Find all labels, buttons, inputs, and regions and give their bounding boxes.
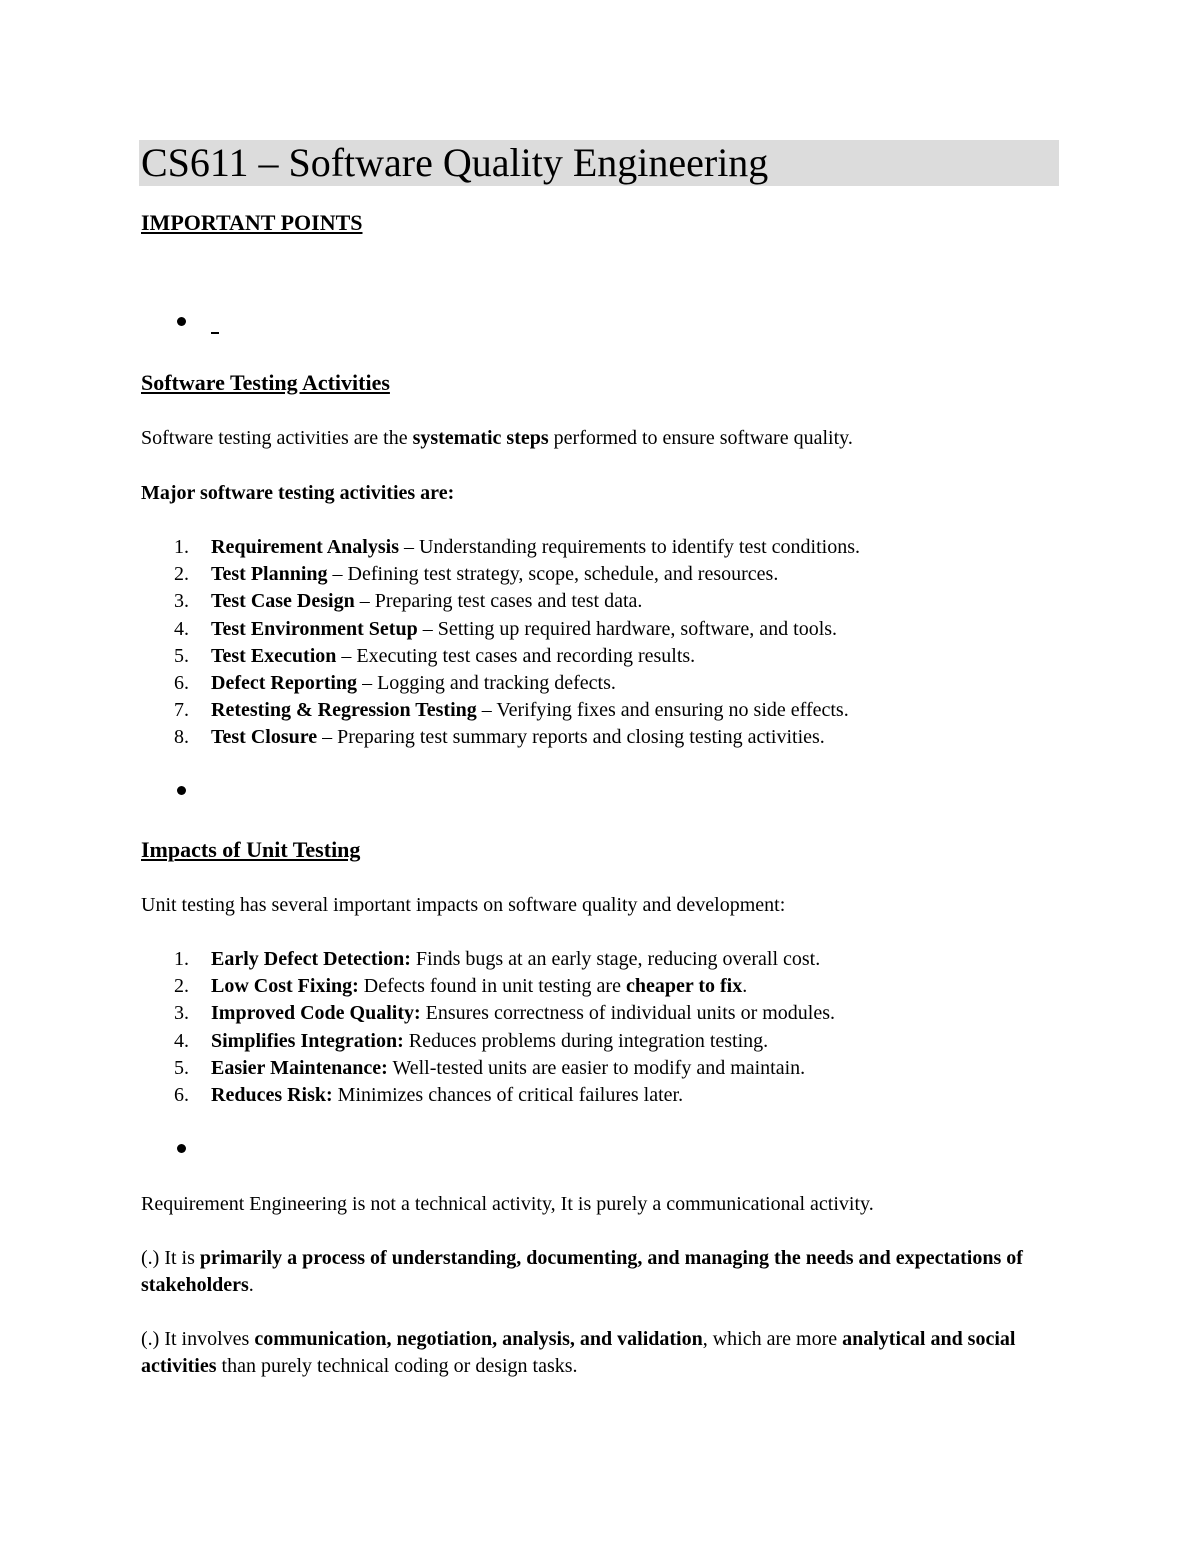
requirement-point-1: (.) It is primarily a process of understanding, documenting, and managing the needs and expectations of stakeholders.	[141, 1247, 1023, 1296]
list-item: 3. Improved Code Quality: Ensures correctness of individual units or modules.	[174, 1002, 836, 1025]
list-item: 2. Low Cost Fixing: Defects found in unit testing are cheaper to fix.	[174, 975, 748, 998]
bullet-1	[177, 317, 186, 326]
bullet-3	[177, 1144, 186, 1153]
bullet-2	[177, 786, 186, 795]
list-item: 1. Requirement Analysis – Understanding requirements to identify test conditions.	[174, 536, 861, 558]
requirement-engineering-statement: Requirement Engineering is not a technical activity, It is purely a communicational activity.	[141, 1193, 874, 1215]
list-item: 8. Test Closure – Preparing test summary reports and closing testing activities.	[174, 726, 825, 749]
list-item: 6. Reduces Risk: Minimizes chances of critical failures later.	[174, 1084, 684, 1107]
list-item: 6. Defect Reporting – Logging and tracking defects.	[174, 672, 616, 695]
list-item: 5. Easier Maintenance: Well-tested units are easier to modify and maintain.	[174, 1056, 806, 1079]
list-item: 2. Test Planning – Defining test strategy, scope, schedule, and resources.	[174, 563, 779, 586]
dash-mark	[211, 332, 219, 334]
section-heading-testing-activities: Software Testing Activities	[141, 370, 390, 395]
unit-testing-impacts-list	[141, 946, 835, 1109]
page-title: CS611 – Software Quality Engineering	[141, 140, 769, 185]
unit-testing-intro: Unit testing has several important impacts on software quality and development:	[141, 894, 786, 916]
section-heading-unit-testing: Impacts of Unit Testing	[141, 837, 361, 862]
list-item: 5. Test Execution – Executing test cases and recording results.	[174, 644, 696, 667]
list-item: 7. Retesting & Regression Testing – Verifying fixes and ensuring no side effects.	[174, 699, 849, 722]
testing-activities-list	[141, 534, 860, 752]
major-activities-subheading: Major software testing activities are:	[141, 482, 455, 504]
important-points-heading: IMPORTANT POINTS	[141, 210, 363, 235]
requirement-point-2: (.) It involves communication, negotiation, analysis, and validation, which are more analytical and social activities than purely technical coding or design tasks.	[141, 1328, 1016, 1377]
list-item: 1. Early Defect Detection: Finds bugs at an early stage, reducing overall cost.	[174, 948, 821, 970]
list-item: 4. Test Environment Setup – Setting up required hardware, software, and tools.	[174, 617, 838, 640]
testing-activities-intro: Software testing activities are the systematic steps performed to ensure software quality.	[141, 427, 853, 449]
list-item: 3. Test Case Design – Preparing test cases and test data.	[174, 590, 643, 613]
list-item: 4. Simplifies Integration: Reduces problems during integration testing.	[174, 1029, 769, 1052]
